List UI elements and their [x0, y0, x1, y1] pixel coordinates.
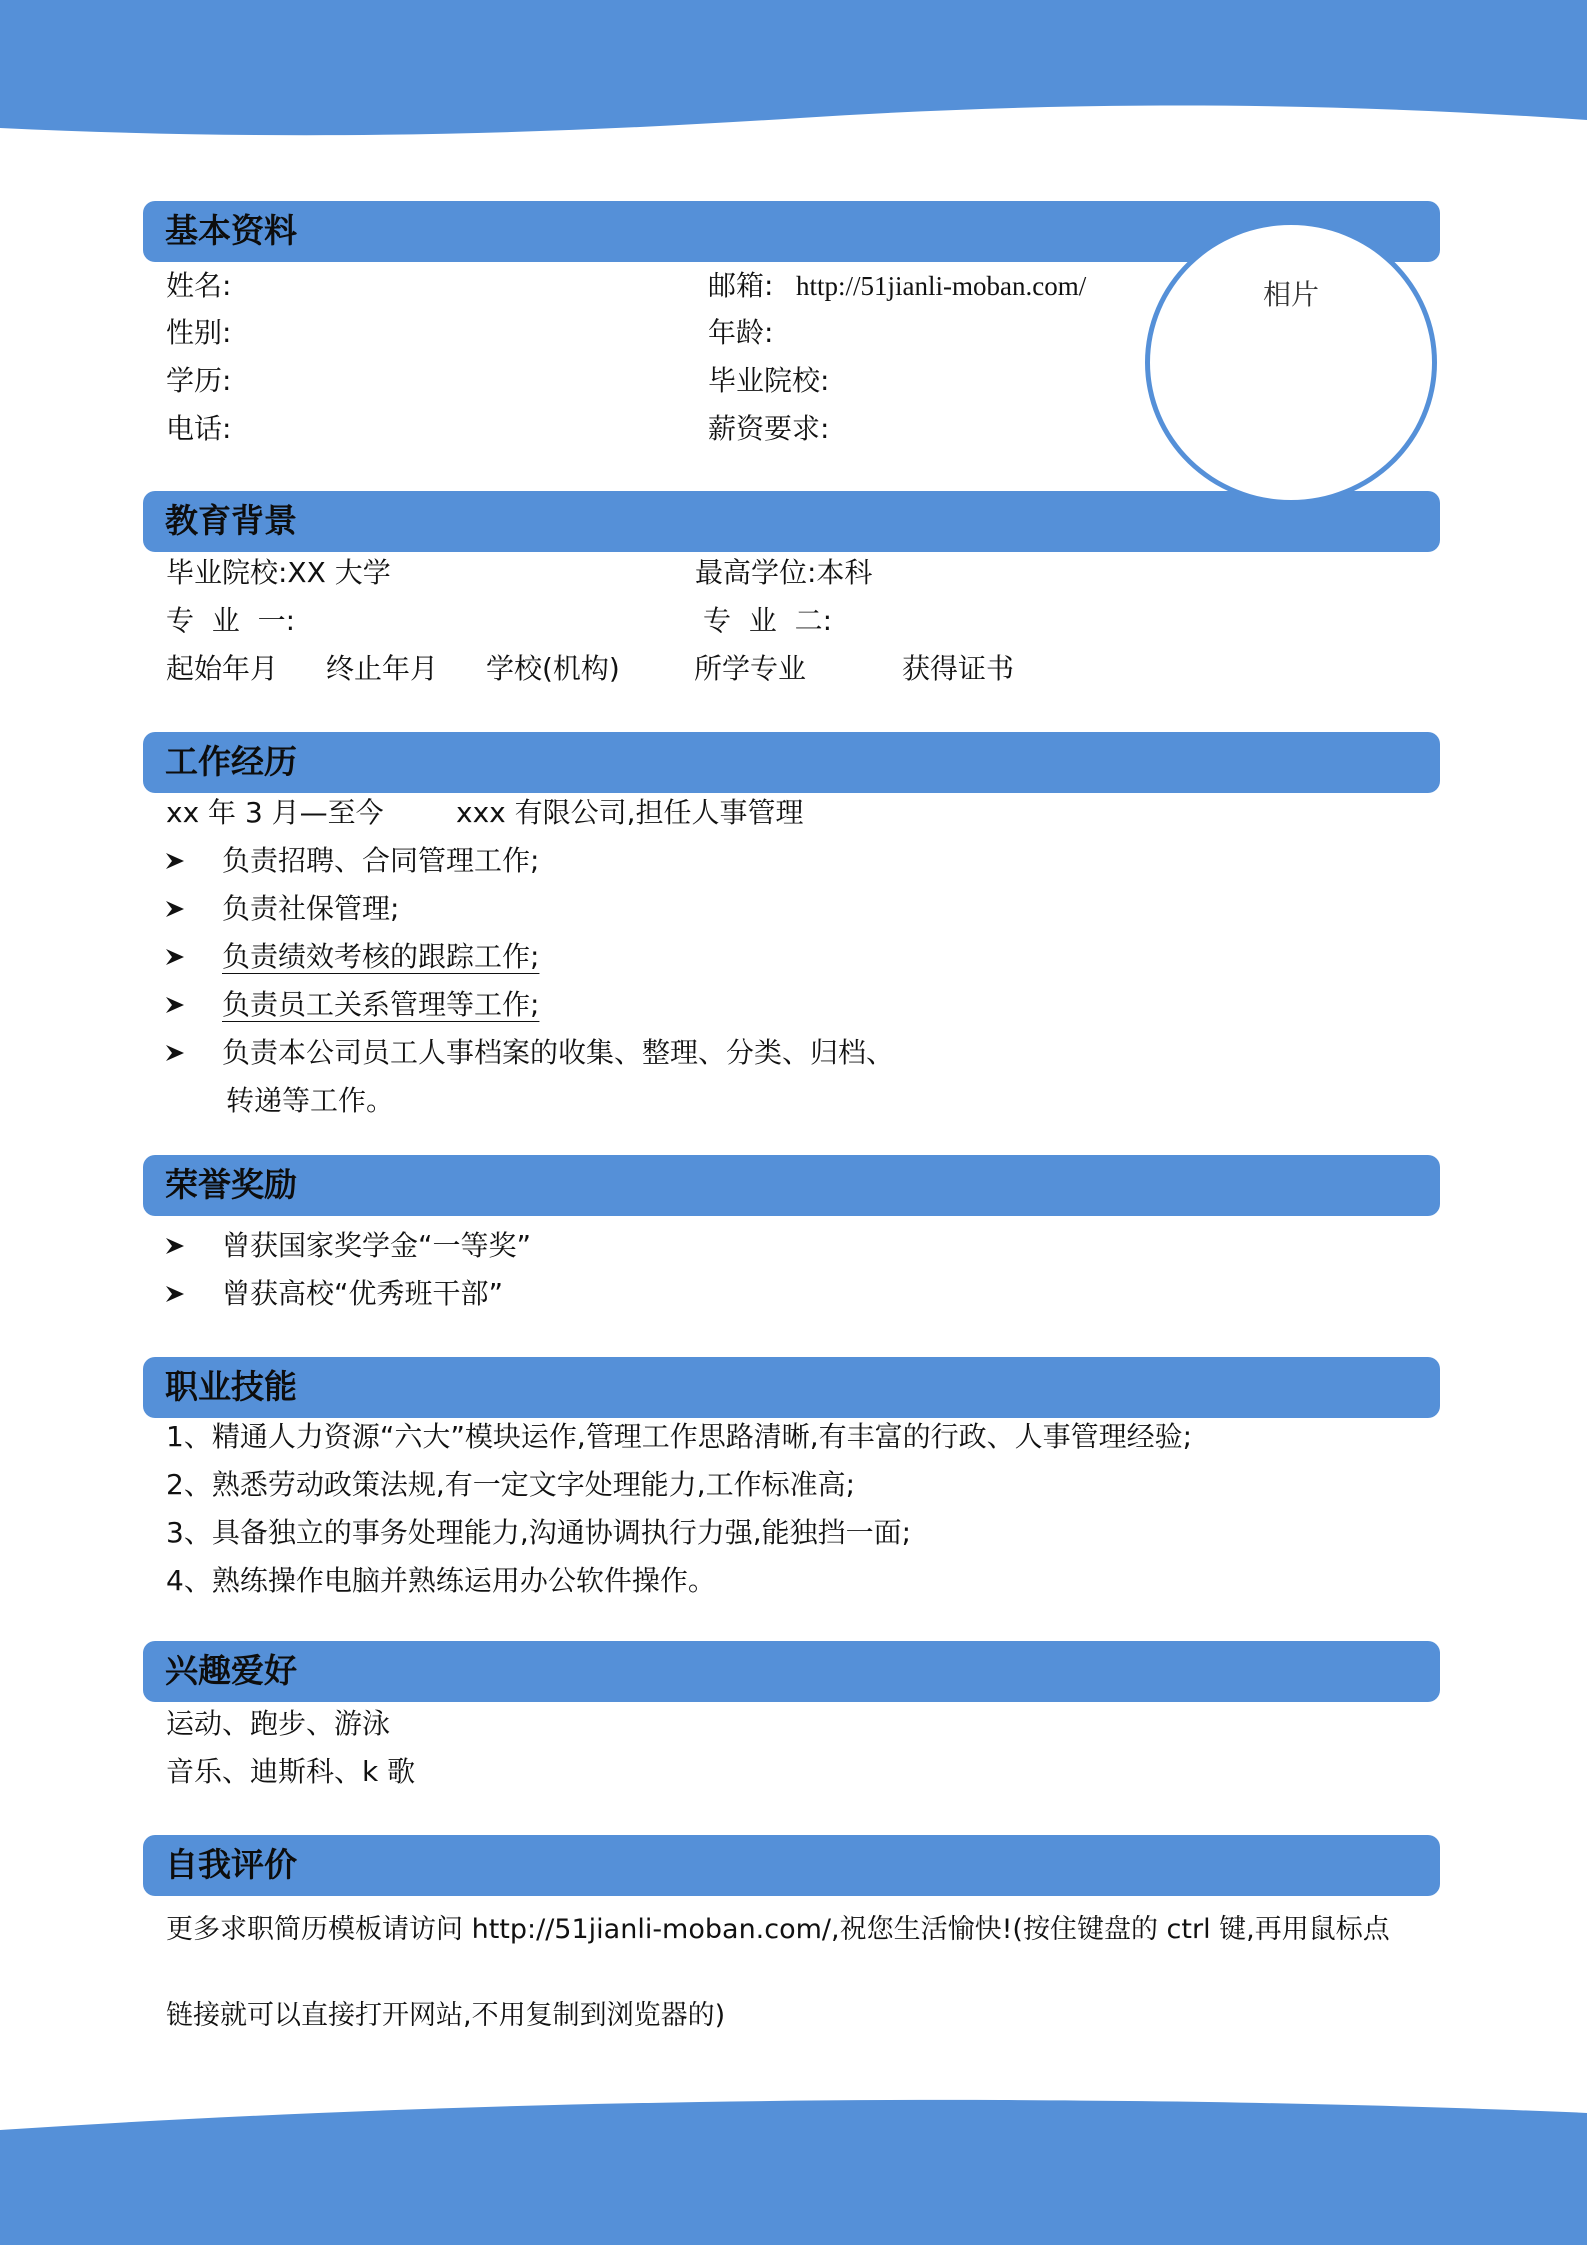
hobby-item: 运动、跑步、游泳 — [166, 1707, 391, 1740]
work-company: xxx 有限公司,担任人事管理 — [456, 796, 804, 829]
phone-label: 电话: — [166, 412, 232, 445]
section-title: 基本资料 — [165, 211, 297, 250]
skill-item: 2、熟悉劳动政策法规,有一定文字处理能力,工作标准高; — [166, 1468, 856, 1501]
skill-item: 4、熟练操作电脑并熟练运用办公软件操作。 — [166, 1564, 716, 1597]
education-col-end: 终止年月 — [326, 652, 439, 685]
section-header-honors — [143, 1155, 1440, 1216]
self-evaluation-line: 更多求职简历模板请访问 http://51jianli-moban.com/,祝您生活愉快!(按住键盘的 ctrl 键,再用鼠标点 — [166, 1914, 1390, 1945]
education-school: 毕业院校:XX 大学 — [166, 556, 391, 589]
email-link[interactable]: http://51jianli-moban.com/ — [796, 271, 1087, 301]
education-label: 学历: — [166, 364, 232, 397]
section-header-hobbies — [143, 1641, 1440, 1702]
section-title: 荣誉奖励 — [165, 1165, 297, 1204]
section-header-education — [143, 491, 1440, 552]
education-col-certificate: 获得证书 — [902, 652, 1015, 685]
education-degree: 最高学位:本科 — [695, 556, 873, 589]
hobby-item: 音乐、迪斯科、k 歌 — [166, 1755, 416, 1788]
education-major-2: 专 业 二: — [703, 604, 833, 637]
education-col-start: 起始年月 — [166, 652, 279, 685]
arrowhead-bullet-icon — [165, 985, 189, 1025]
arrowhead-bullet-icon — [165, 841, 189, 881]
work-duty-item: 负责绩效考核的跟踪工作; — [222, 940, 540, 973]
section-header-work — [143, 732, 1440, 793]
graduate-school-label: 毕业院校: — [708, 364, 830, 397]
work-period: xx 年 3 月—至今 — [166, 796, 384, 829]
work-duty-continuation: 转递等工作。 — [226, 1084, 395, 1117]
top-wave-decoration — [0, 0, 1587, 145]
education-major-1: 专 业 一: — [166, 604, 296, 637]
work-duty-item: 负责员工关系管理等工作; — [222, 988, 540, 1021]
salary-label: 薪资要求: — [708, 412, 830, 445]
arrowhead-bullet-icon — [165, 1226, 189, 1266]
honor-item: 曾获国家奖学金“一等奖” — [222, 1229, 532, 1262]
honor-item: 曾获高校“优秀班干部” — [222, 1277, 504, 1310]
arrowhead-bullet-icon — [165, 1274, 189, 1314]
arrowhead-bullet-icon — [165, 1033, 189, 1073]
arrowhead-bullet-icon — [165, 889, 189, 929]
self-evaluation-line: 链接就可以直接打开网站,不用复制到浏览器的) — [166, 2000, 726, 2031]
email-label: 邮箱: — [708, 269, 774, 302]
photo-label: 相片 — [1262, 280, 1319, 311]
education-col-major: 所学专业 — [694, 652, 807, 685]
arrowhead-bullet-icon — [165, 937, 189, 977]
photo-placeholder — [1145, 220, 1437, 505]
section-header-self-evaluation — [143, 1835, 1440, 1896]
work-duty-item: 负责本公司员工人事档案的收集、整理、分类、归档、 — [222, 1036, 895, 1069]
work-duty-item: 负责社保管理; — [222, 892, 400, 925]
section-title: 兴趣爱好 — [165, 1651, 297, 1690]
section-title: 工作经历 — [165, 742, 297, 781]
section-title: 自我评价 — [165, 1845, 297, 1884]
age-label: 年龄: — [708, 316, 774, 349]
section-title: 教育背景 — [165, 501, 297, 540]
work-duty-item: 负责招聘、合同管理工作; — [222, 844, 540, 877]
section-header-skills — [143, 1357, 1440, 1418]
name-label: 姓名: — [166, 269, 232, 302]
skill-item: 3、具备独立的事务处理能力,沟通协调执行力强,能独挡一面; — [166, 1516, 912, 1549]
skill-item: 1、精通人力资源“六大”模块运作,管理工作思路清晰,有丰富的行政、人事管理经验; — [166, 1420, 1193, 1453]
section-title: 职业技能 — [165, 1367, 297, 1406]
education-col-school: 学校(机构) — [486, 652, 620, 685]
bottom-wave-decoration — [0, 2095, 1587, 2245]
gender-label: 性别: — [166, 316, 232, 349]
